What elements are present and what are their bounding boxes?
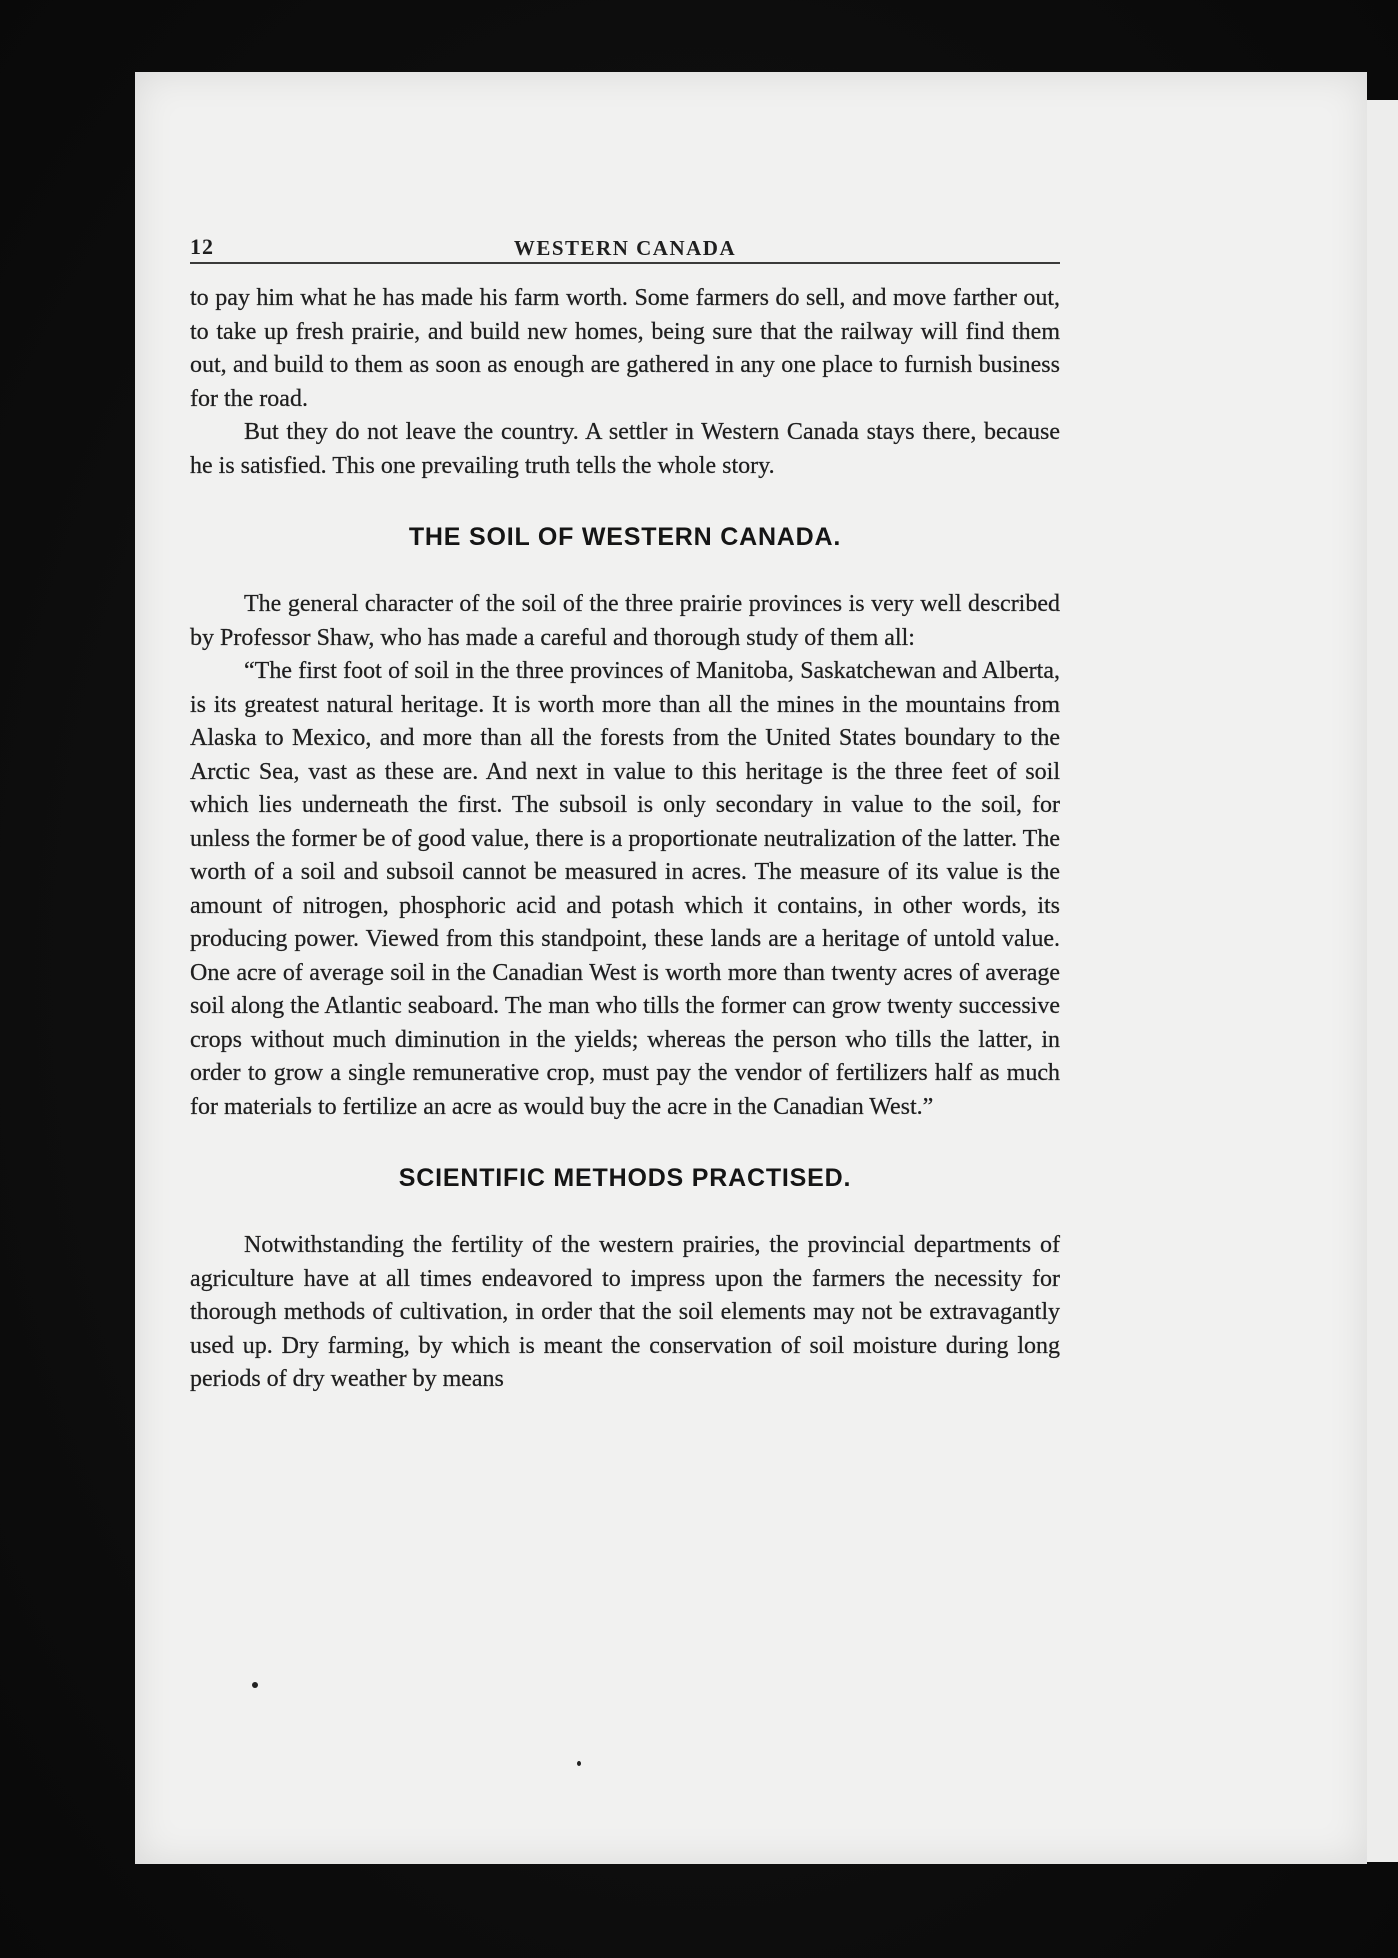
page-content	[190, 226, 1060, 1397]
page-number: 12	[190, 234, 214, 259]
paragraph-continued: to pay him what he has made his farm worth. Some farmers do sell, and move farther out, to take up fresh prairie, and build new homes, being sure that the railway will find them out, and build to them as soon as enough are gathered in any one place to furnish business for the road.	[190, 285, 1060, 412]
section-heading-scientific-methods: SCIENTIFIC METHODS PRACTISED.	[398, 1164, 852, 1192]
scan-speck	[252, 1682, 258, 1688]
paragraph: The general character of the soil of the three prairie provinces is very well described by Professor Shaw, who has made a careful and thorough study of them all:	[190, 591, 1060, 651]
quotation-paragraph: “The first foot of soil in the three provinces of Manitoba, Saskatchewan and Alberta, is its greatest natural heritage. It is worth more than all the mines in the mountains from Alaska to Mexico, and more than all the forests from the United States boundary to the Arctic Sea, vast as these are. And next in value to this heritage is the three feet of soil which lies underneath the first. The subsoil is only secondary in value to the soil, for unless the former be of good value, there is a proportionate neutralization of the latter. The worth of a soil and subsoil cannot be measured in acres. The measure of its value is the amount of nitrogen, phosphoric acid and potash which it contains, in other words, its producing power. Viewed from this standpoint, these lands are a heritage of untold value. One acre of average soil in the Canadian West is worth more than twenty acres of average soil along the Atlantic seaboard. The man who tills the former can grow twenty successive crops without much diminution in the yields; whereas the person who tills the latter, in order to grow a single remunerative crop, must pay the vendor of fertilizers half as much for materials to fertilize an acre as would buy the acre in the Canadian West.”	[190, 658, 1060, 1120]
section-heading-soil: THE SOIL OF WESTERN CANADA.	[408, 523, 842, 551]
running-header	[190, 226, 1060, 264]
scan-speck	[577, 1761, 581, 1766]
paragraph: Notwithstanding the fertility of the western prairies, the provincial departments of agriculture have at all times endeavored to impress upon the farmers the necessity for thorough methods of cultivation, in order that the soil elements may not be extravagantly used up. Dry farming, by which is meant the conservation of soil moisture during long periods of dry weather by means	[190, 1232, 1060, 1392]
running-title: WESTERN CANADA	[513, 236, 737, 260]
paragraph: But they do not leave the country. A settler in Western Canada stays there, because he is satisfied. This one prevailing truth tells the whole story.	[190, 419, 1060, 479]
